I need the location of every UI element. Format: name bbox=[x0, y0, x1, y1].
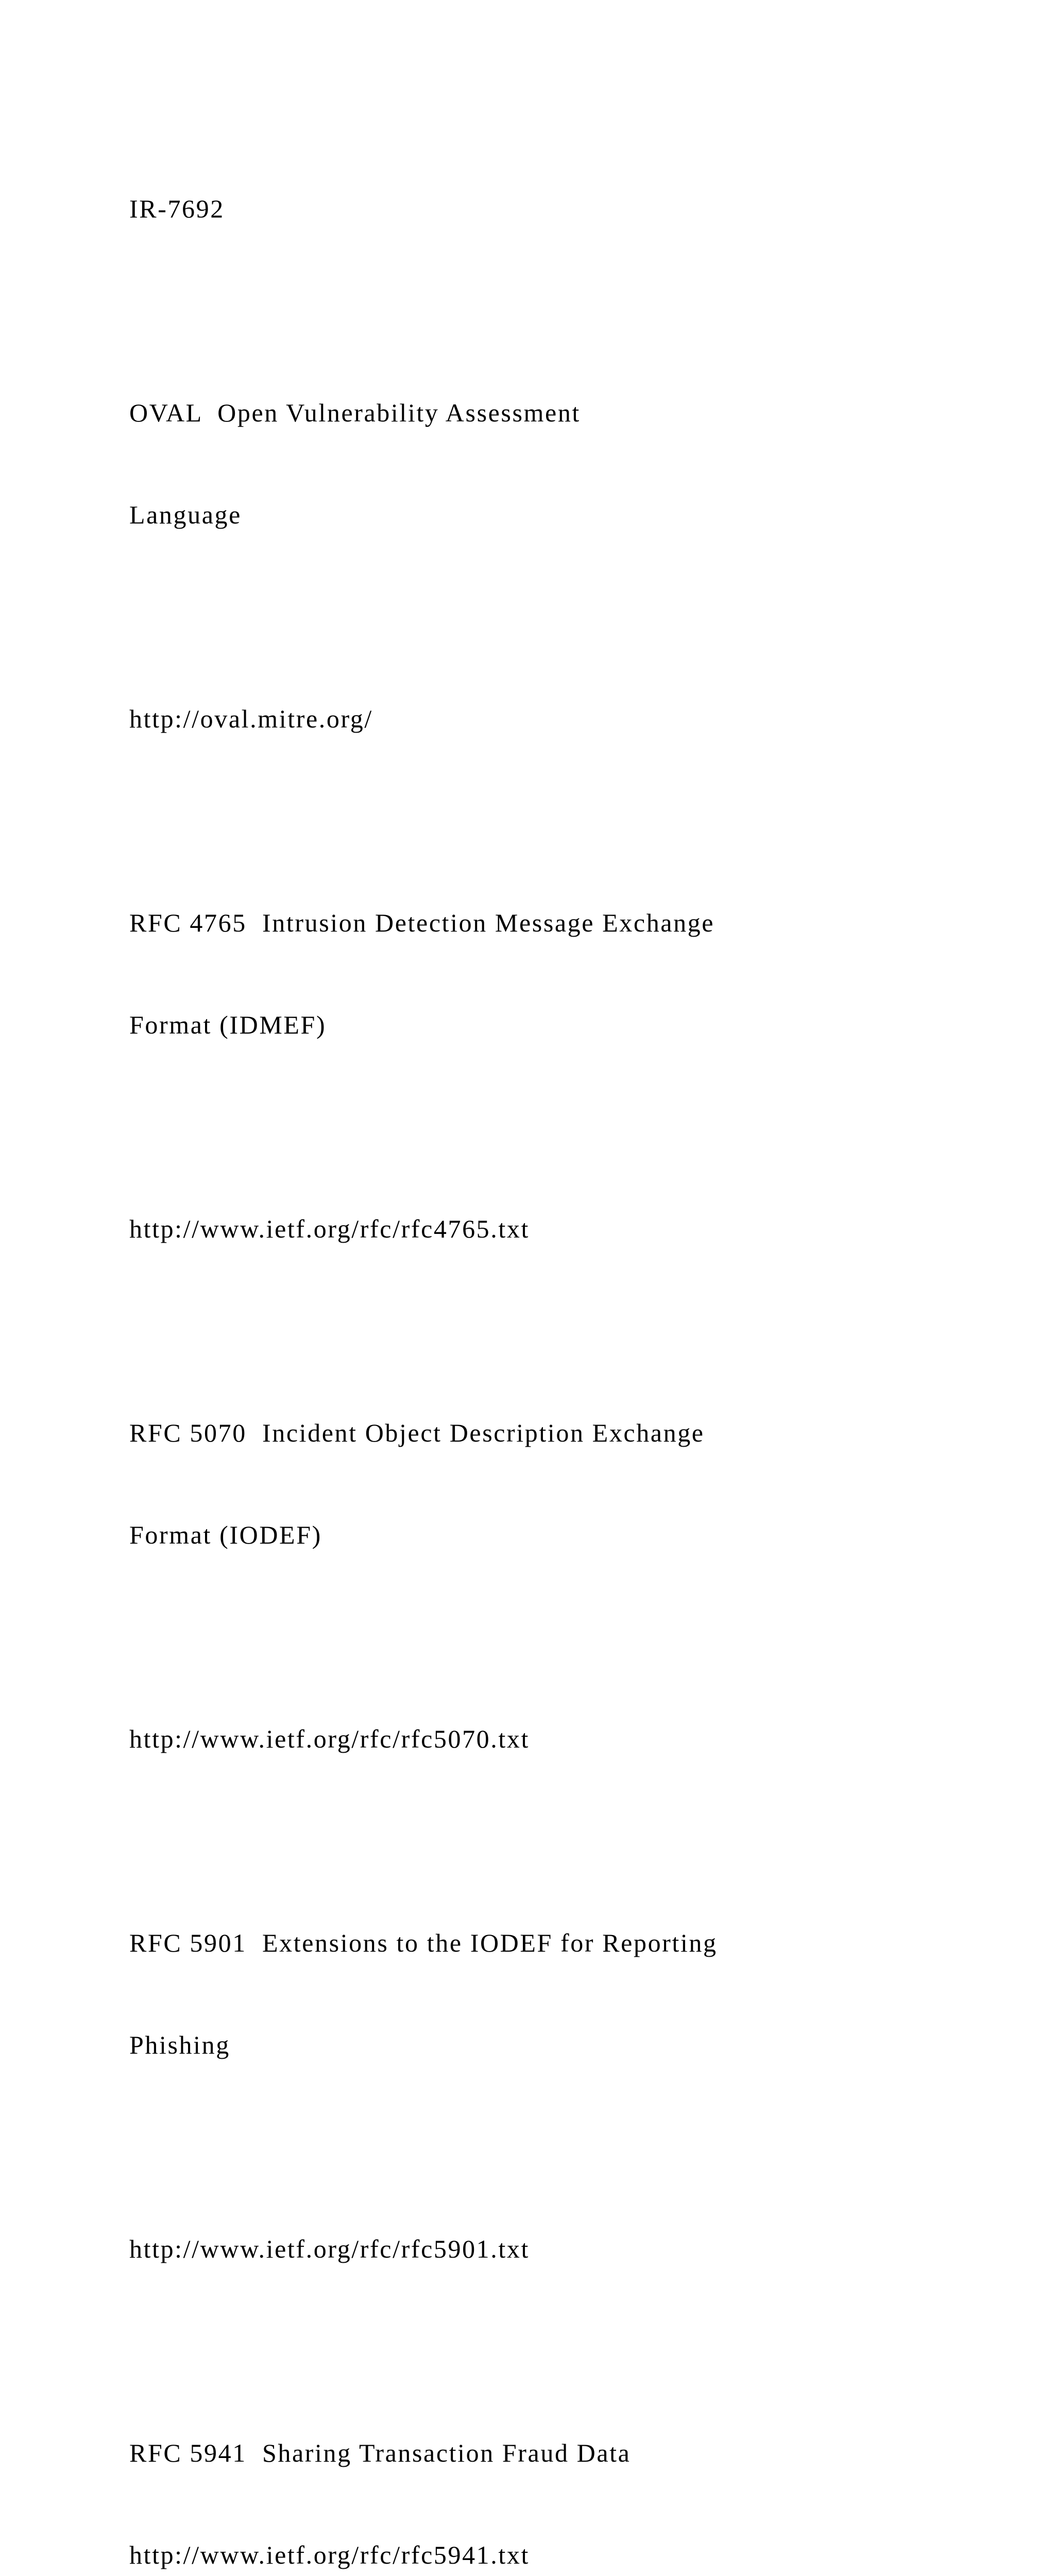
text-line: IR-7692 bbox=[129, 194, 225, 223]
entry-rfc-5901-url bbox=[129, 2164, 1005, 2334]
text-line: OVAL Open Vulnerability Assessment bbox=[129, 398, 581, 427]
text-line: RFC 4765 Intrusion Detection Message Exchange bbox=[129, 908, 715, 937]
entry-rfc-5070-url bbox=[129, 1654, 1005, 1824]
text-line: RFC 5941 Sharing Transaction Fraud Data bbox=[129, 2438, 631, 2467]
entry-ir-7692 bbox=[129, 124, 1005, 294]
text-line: Language bbox=[129, 500, 242, 529]
text-line: Format (IDMEF) bbox=[129, 1010, 327, 1039]
entry-rfc-4765 bbox=[129, 838, 1005, 1110]
text-line: Format (IODEF) bbox=[129, 1520, 322, 1549]
text-line: RFC 5901 Extensions to the IODEF for Reporting bbox=[129, 1928, 718, 1957]
entry-oval-url bbox=[129, 634, 1005, 804]
entry-rfc-5901 bbox=[129, 1858, 1005, 2130]
entry-rfc-5941 bbox=[129, 2368, 1005, 2576]
entry-rfc-4765-url bbox=[129, 1144, 1005, 1314]
document-body bbox=[129, 124, 1005, 2576]
url-text: http://oval.mitre.org/ bbox=[129, 704, 373, 733]
text-line: RFC 5070 Incident Object Description Exchange bbox=[129, 1418, 705, 1447]
url-text: http://www.ietf.org/rfc/rfc5070.txt bbox=[129, 1724, 530, 1753]
url-text: http://www.ietf.org/rfc/rfc4765.txt bbox=[129, 1214, 530, 1243]
entry-oval bbox=[129, 328, 1005, 600]
entry-rfc-5070 bbox=[129, 1348, 1005, 1620]
url-text: http://www.ietf.org/rfc/rfc5941.txt bbox=[129, 2540, 530, 2569]
text-line: Phishing bbox=[129, 2030, 230, 2059]
url-text: http://www.ietf.org/rfc/rfc5901.txt bbox=[129, 2234, 530, 2263]
